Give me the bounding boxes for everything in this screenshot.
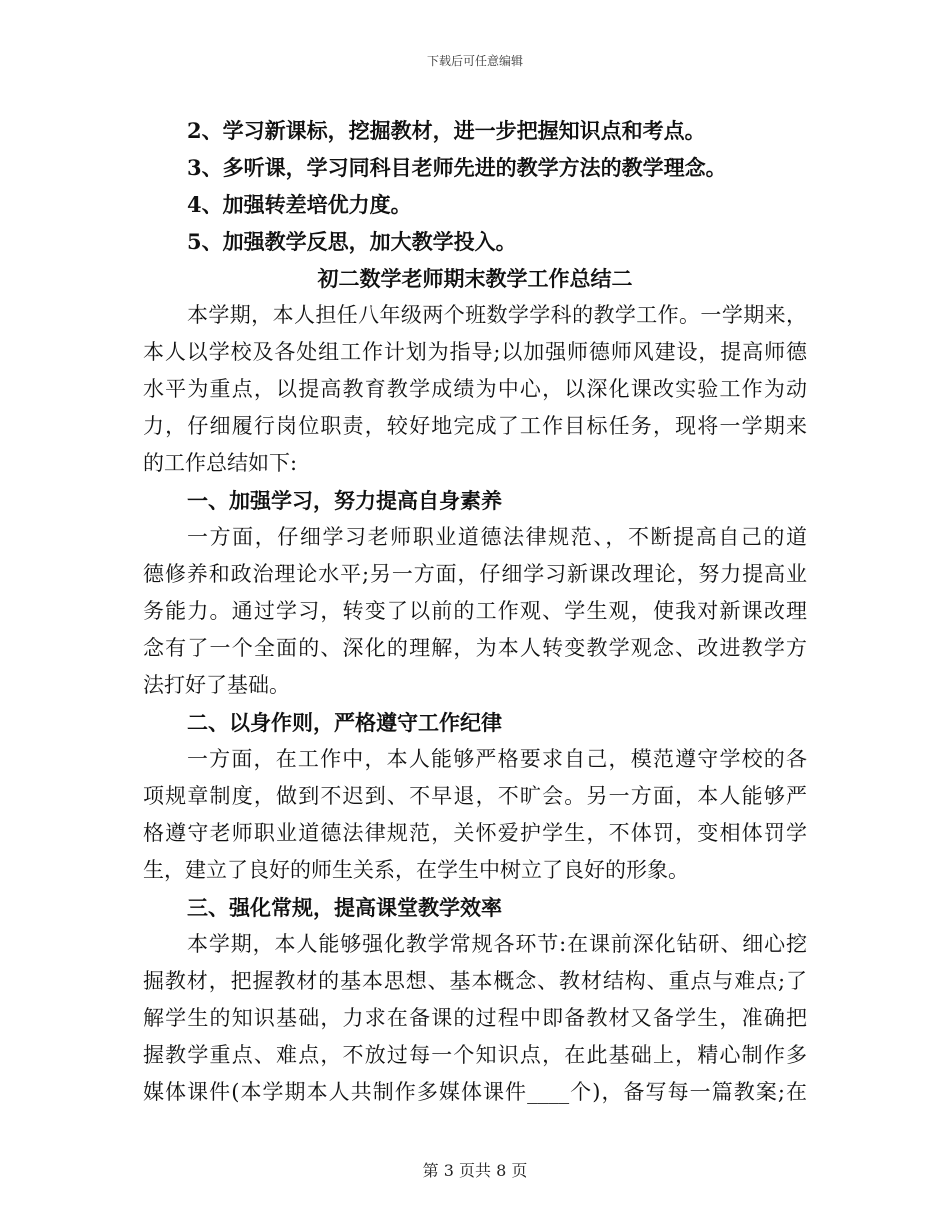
paragraph-line: 法打好了基础。: [143, 673, 290, 697]
paragraph-line: 务能力。通过学习，转变了以前的工作观、学生观，使我对新课改理: [143, 599, 807, 623]
paragraph-line: 念有了一个全面的、深化的理解，为本人转变教学观念、改进教学方: [143, 636, 807, 660]
page-number: 第 3 页共 8 页: [422, 1161, 528, 1180]
section-heading: 三、强化常规，提高课堂教学效率: [187, 895, 502, 920]
paragraph-line: 的工作总结如下:: [143, 451, 298, 475]
list-item-5: 5、加强教学反思，加大教学投入。: [187, 229, 517, 254]
section-2: [143, 704, 807, 889]
intro-paragraph: [143, 297, 807, 482]
paragraph-line: 解学生的知识基础，力求在备课的过程中即备教材又备学生，准确把: [143, 1006, 807, 1030]
section-heading: 二、以身作则，严格遵守工作纪律: [187, 710, 502, 735]
paragraph-line: 格遵守老师职业道德法律规范，关怀爱护学生，不体罚，变相体罚学: [143, 821, 807, 845]
paragraph-line: 力，仔细履行岗位职责，较好地完成了工作目标任务，现将一学期来: [143, 414, 807, 438]
paragraph-line: 水平为重点，以提高教育教学成绩为中心，以深化课改实验工作为动: [143, 377, 807, 401]
section-3: [143, 889, 807, 1111]
paragraph-line: 项规章制度，做到不迟到、不早退，不旷会。另一方面，本人能够严: [143, 784, 807, 808]
paragraph-line: 一方面，仔细学习老师职业道德法律规范、，不断提高自己的道: [187, 525, 807, 549]
list-item-4: 4、加强转差培优力度。: [187, 192, 412, 217]
list-item-2: 2、学习新课标，挖掘教材，进一步把握知识点和考点。: [187, 118, 706, 143]
paragraph-line: 本学期，本人担任八年级两个班数学学科的教学工作。一学期来，: [187, 303, 807, 327]
paragraph-line: 本人以学校及各处组工作计划为指导;以加强师德师风建设，提高师德: [143, 340, 807, 364]
document-body: [143, 112, 807, 1111]
paragraph-line: 握教学重点、难点，不放过每一个知识点，在此基础上，精心制作多: [143, 1043, 807, 1067]
paragraph-line: 掘教材，把握教材的基本思想、基本概念、教材结构、重点与难点;了: [143, 969, 807, 993]
paragraph-line: 生，建立了良好的师生关系，在学生中树立了良好的形象。: [143, 858, 689, 882]
list-item-3: 3、多听课，学习同科目老师先进的教学方法的教学理念。: [187, 155, 727, 180]
paragraph-line: 一方面，在工作中，本人能够严格要求自己，模范遵守学校的各: [187, 747, 807, 771]
section-heading: 一、加强学习，努力提高自身素养: [187, 488, 502, 513]
paragraph-line: 德修养和政治理论水平;另一方面，仔细学习新课改理论，努力提高业: [143, 562, 807, 586]
section-1: [143, 482, 807, 704]
paragraph-line: 本学期，本人能够强化教学常规各环节:在课前深化钻研、细心挖: [187, 932, 807, 956]
paragraph-line: 媒体课件(本学期本人共制作多媒体课件____个)，备写每一篇教案;在: [143, 1080, 807, 1104]
page-header-note: 下载后可任意编辑: [426, 54, 523, 68]
document-title: 初二数学老师期末教学工作总结二: [317, 266, 633, 291]
